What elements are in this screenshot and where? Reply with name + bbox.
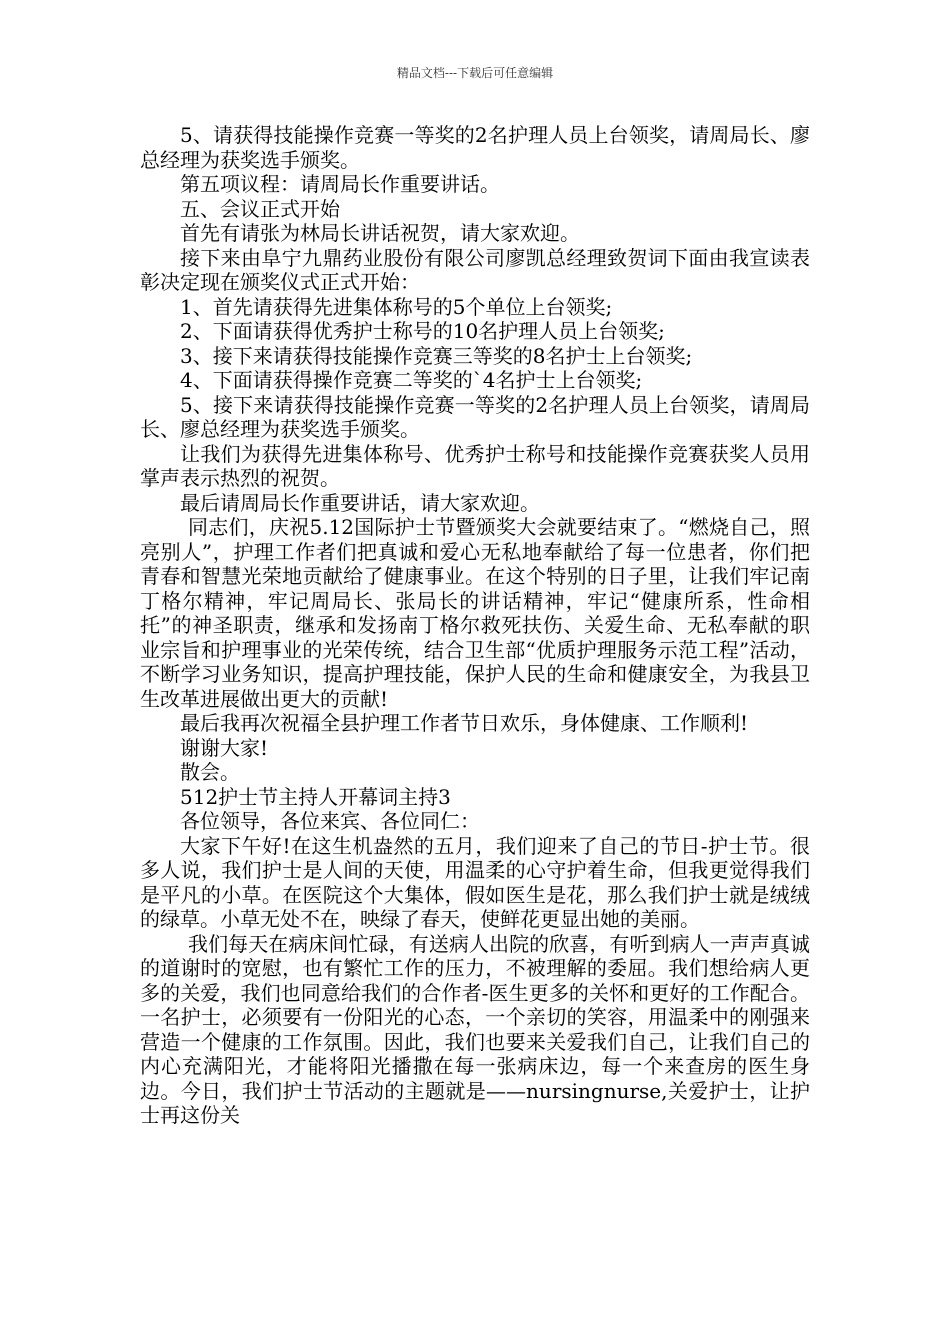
paragraph-blessing: 最后我再次祝福全县护理工作者节日欢乐，身体健康、工作顺利! bbox=[180, 711, 749, 735]
paragraph-thanks: 谢谢大家! bbox=[180, 735, 269, 760]
paragraph-applause: 让我们为获得先进集体称号、优秀护士称号和技能操作竞赛获奖人员用掌声表示热烈的祝贺。 bbox=[140, 441, 810, 490]
paragraph-speech-zhang: 首先有请张为林局长讲话祝贺，请大家欢迎。 bbox=[180, 221, 580, 245]
paragraph-award-first-prize: 5、请获得技能操作竞赛一等奖的2名护理人员上台领奖，请周局长、廖总经理为获奖选手颁奖。 bbox=[140, 123, 810, 172]
paragraph-item-3: 3、接下来请获得技能操作竞赛三等奖的8名护士上台领奖; bbox=[180, 343, 693, 368]
paragraph-item-4: 4、下面请获得操作竞赛二等奖的`4名护士上台领奖; bbox=[180, 368, 643, 392]
paragraph-daily-work: 我们每天在病床间忙碌，有送病人出院的欣喜，有听到病人一声声真诚的道谢时的宽慰，也有繁忙工作的压力，不被理解的委屈。我们想给病人更多的关爱，我们也同意给我们的合作者-医生更多的关怀和更好的工作配合。一名护士，必须要有一份阳光的心态，一个亲切的笑容，用温柔中的刚强来营造一个健康的工作氛围。因此，我们也要来关爱我们自己，让我们自己的内心充满阳光，才能将阳光播撒在每一张病床边，每一个来查房的医生身边。今日，我们护士节活动的主题就是——nursingnurse,关爱护士，让护士再这份关 bbox=[140, 931, 810, 1127]
paragraph-congratulation: 接下来由阜宁九鼎药业股份有限公司廖凯总经理致贺词下面由我宣读表彰决定现在颁奖仪式正式开始： bbox=[140, 245, 810, 294]
paragraph-closing-speech: 同志们，庆祝5.12国际护士节暨颁奖大会就要结束了。“燃烧自己，照亮别人”，护理工作者们把真诚和爱心无私地奉献给了每一位患者，你们把青春和智慧光荣地贡献给了健康事业。在这个特别的日子里，让我们牢记南丁格尔精神，牢记周局长、张局长的讲话精神，牢记“健康所系，性命相托”的神圣职责，继承和发扬南丁格尔救死扶伤、关爱生命、无私奉献的职业宗旨和护理事业的光荣传统，结合卫生部“优质护理服务示范工程”活动，不断学习业务知识，提高护理技能，保护人民的生命和健康安全，为我县卫生改革进展做出更大的贡献! bbox=[140, 515, 810, 711]
paragraph-item-2: 2、下面请获得优秀护士称号的10名护理人员上台领奖; bbox=[180, 319, 665, 343]
document-body bbox=[140, 123, 810, 1128]
paragraph-item-5: 5、接下来请获得技能操作竞赛一等奖的2名护理人员上台领奖，请周局长、廖总经理为获奖选手颁奖。 bbox=[140, 392, 810, 441]
paragraph-greeting: 大家下午好!在这生机盎然的五月，我们迎来了自己的节日-护士节。很多人说，我们护士是人间的天使，用温柔的心守护着生命，但我更觉得我们是平凡的小草。在医院这个大集体，假如医生是花，那么我们护士就是绒绒的绿草。小草无处不在，映绿了春天，使鲜花更显出她的美丽。 bbox=[140, 833, 810, 931]
paragraph-meeting-start: 五、会议正式开始 bbox=[180, 196, 340, 221]
page-header: 精品文档---下载后可任意编辑 bbox=[396, 66, 554, 80]
paragraph-item-1: 1、首先请获得先进集体称号的5个单位上台领奖; bbox=[180, 294, 613, 319]
paragraph-agenda-five: 第五项议程：请周局长作重要讲话。 bbox=[180, 172, 500, 196]
paragraph-section-title: 512护士节主持人开幕词主持3 bbox=[180, 784, 451, 809]
paragraph-speech-zhou: 最后请周局长作重要讲话，请大家欢迎。 bbox=[180, 490, 540, 515]
paragraph-salutation: 各位领导，各位来宾、各位同仁： bbox=[180, 809, 480, 833]
paragraph-adjourn: 散会。 bbox=[180, 760, 240, 784]
